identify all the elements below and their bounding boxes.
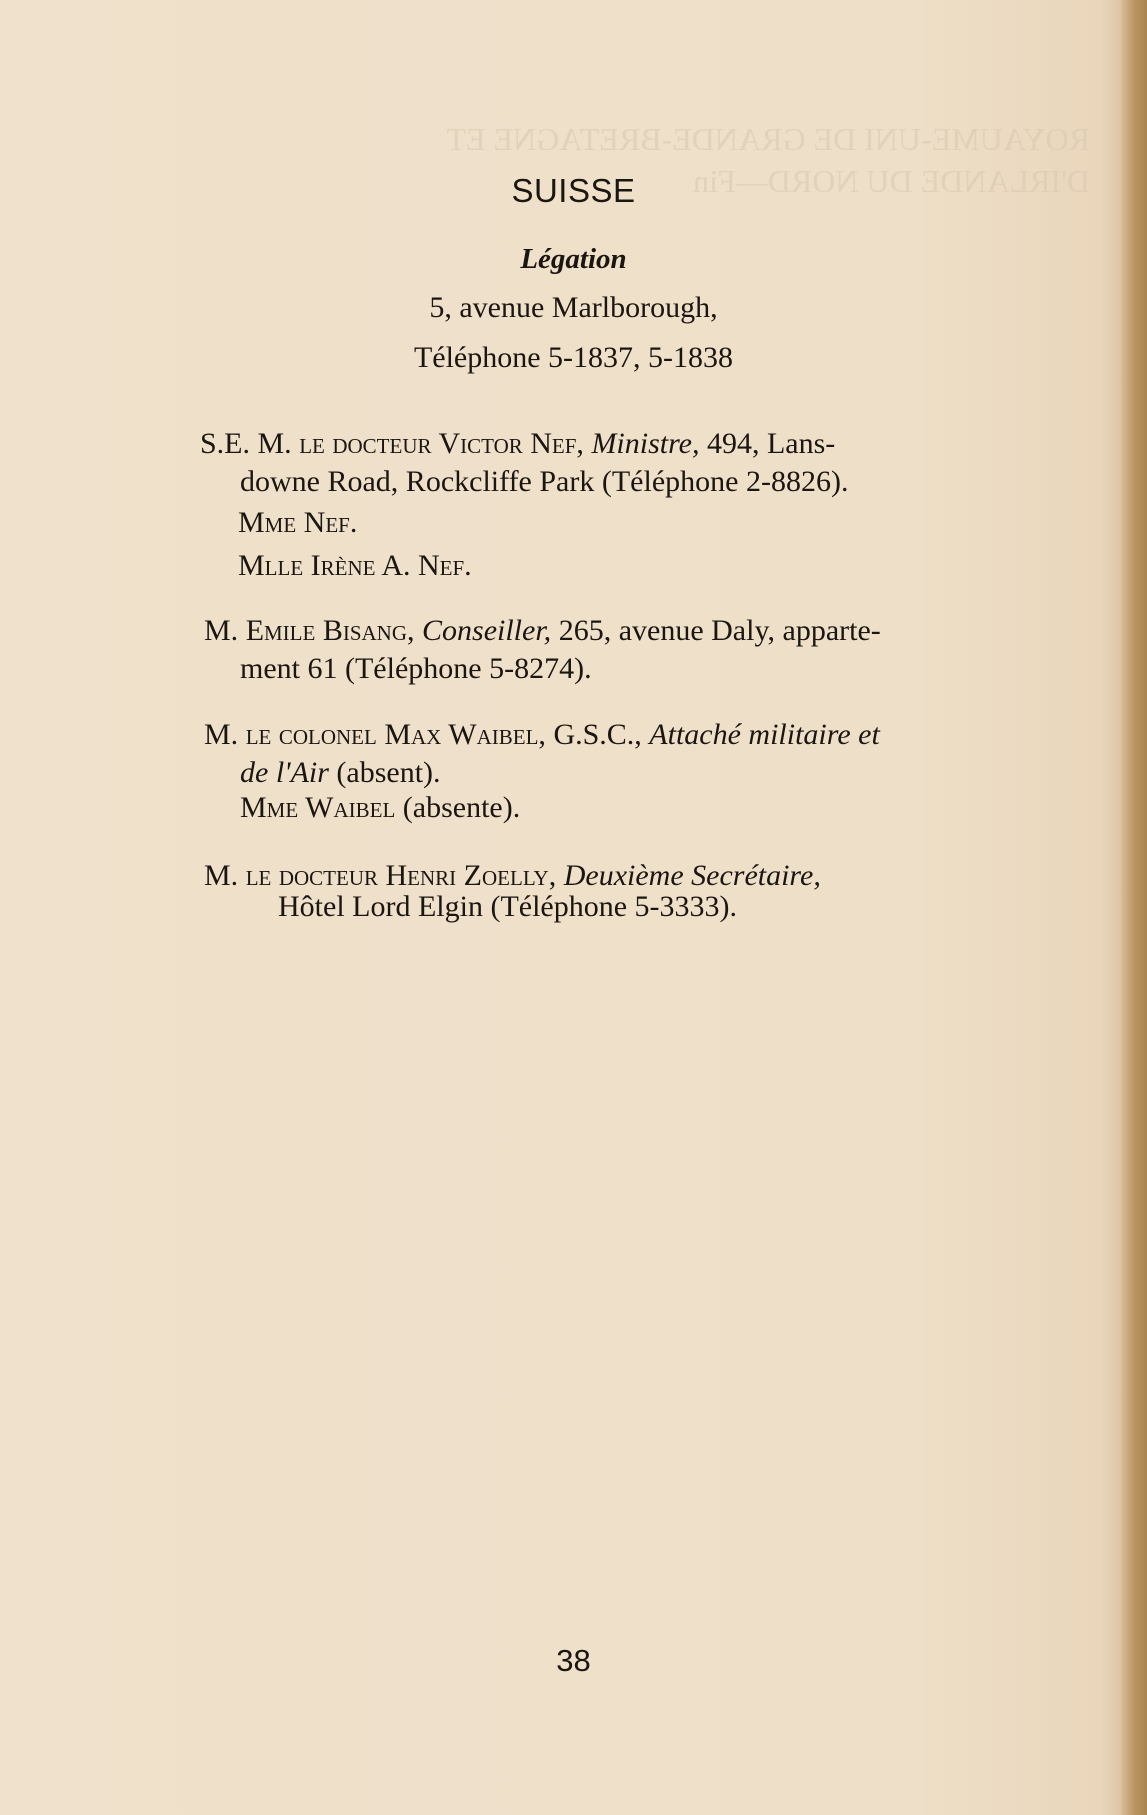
section-subtitle: Légation <box>520 243 627 275</box>
entry-prefix: M. <box>204 614 246 647</box>
page-title: SUISSE <box>511 172 636 209</box>
entry-role-cont: de l'Air <box>240 756 329 789</box>
entry-name: le docteur Henri Zoelly, <box>245 859 557 892</box>
entry-bisang-line-1 <box>204 612 881 650</box>
entry-name: le docteur Victor Nef, <box>299 427 584 460</box>
entry-prefix: M. <box>204 859 246 892</box>
entry-address: 265, avenue Daly, apparte- <box>551 614 881 647</box>
entry-status: (absent). <box>328 756 441 789</box>
entry-name: le colonel Max Waibel, <box>245 718 546 751</box>
entry-rank: G.S.C., <box>545 718 650 751</box>
address-line-2: Téléphone 5-1837, 5-1838 <box>413 341 734 374</box>
entry-waibel-line-1 <box>204 716 880 754</box>
entry-address: 494, Lans- <box>699 427 836 460</box>
entry-mlle-nef: Mlle Irène A. Nef. <box>238 549 472 582</box>
entry-prefix: M. <box>204 718 246 751</box>
entry-name: Mme Waibel <box>240 791 396 824</box>
page-number: 38 <box>556 1643 591 1678</box>
entry-name: Emile Bisang, <box>245 614 415 647</box>
entry-bisang-line-2: ment 61 (Téléphone 5-8274). <box>240 652 592 685</box>
entry-zoelly-line-2: Hôtel Lord Elgin (Téléphone 5-3333). <box>278 890 738 923</box>
entry-waibel-line-2 <box>240 754 441 792</box>
entry-role: Ministre, <box>591 427 700 460</box>
address-line-1: 5, avenue Marlborough, <box>429 291 718 324</box>
entry-nef-line-2: downe Road, Rockcliffe Park (Téléphone 2-8826). <box>240 465 849 498</box>
entry-role: Attaché militaire et <box>649 718 880 751</box>
bleed-through-text: ROYAUME-UNI DE GRANDE-BRETAGNE ET D'IRLANDE DU NORD—Fin <box>446 121 1090 199</box>
entry-nef-line-1 <box>200 425 835 463</box>
entry-mme-waibel <box>240 789 520 827</box>
entry-role: Deuxième Secrétaire, <box>563 859 821 892</box>
entry-status: (absente). <box>395 791 521 824</box>
entry-prefix: S.E. M. <box>200 427 300 460</box>
entry-role: Conseiller, <box>422 614 552 647</box>
entry-mme-nef: Mme Nef. <box>238 506 358 539</box>
